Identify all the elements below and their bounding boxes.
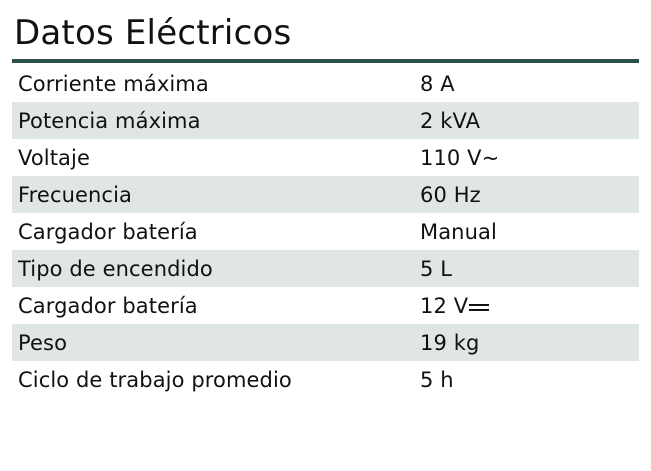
title-divider (12, 59, 639, 63)
spec-label: Peso (18, 330, 68, 355)
specifications-table (12, 65, 639, 398)
spec-label: Voltaje (18, 145, 90, 170)
spec-label: Tipo de encendido (18, 256, 213, 281)
table-row (12, 287, 639, 324)
table-row (12, 213, 639, 250)
spec-label: Ciclo de trabajo promedio (18, 367, 292, 392)
spec-value: 19 kg (420, 330, 480, 355)
spec-label: Cargador batería (18, 219, 198, 244)
spec-value: 110 V~ (420, 145, 500, 170)
table-row (12, 65, 639, 102)
table-row (12, 102, 639, 139)
spec-value: 2 kVA (420, 108, 481, 133)
spec-label: Corriente máxima (18, 71, 209, 96)
spec-value-cell (418, 287, 639, 324)
table-row (12, 176, 639, 213)
spec-label: Potencia máxima (18, 108, 201, 133)
spec-value: Manual (420, 219, 497, 244)
spec-value: 8 A (420, 71, 455, 96)
spec-value: 60 Hz (420, 182, 481, 207)
spec-label: Frecuencia (18, 182, 132, 207)
page-title: Datos Eléctricos (14, 13, 292, 53)
spec-value: 12 V (420, 293, 469, 318)
table-row (12, 324, 639, 361)
spec-value: 5 h (420, 367, 454, 392)
spec-value: 5 L (420, 256, 453, 281)
table-body (12, 65, 639, 398)
table-row (12, 361, 639, 398)
dc-current-icon (469, 300, 489, 314)
table-row (12, 250, 639, 287)
table-row (12, 139, 639, 176)
spec-label: Cargador batería (18, 293, 198, 318)
